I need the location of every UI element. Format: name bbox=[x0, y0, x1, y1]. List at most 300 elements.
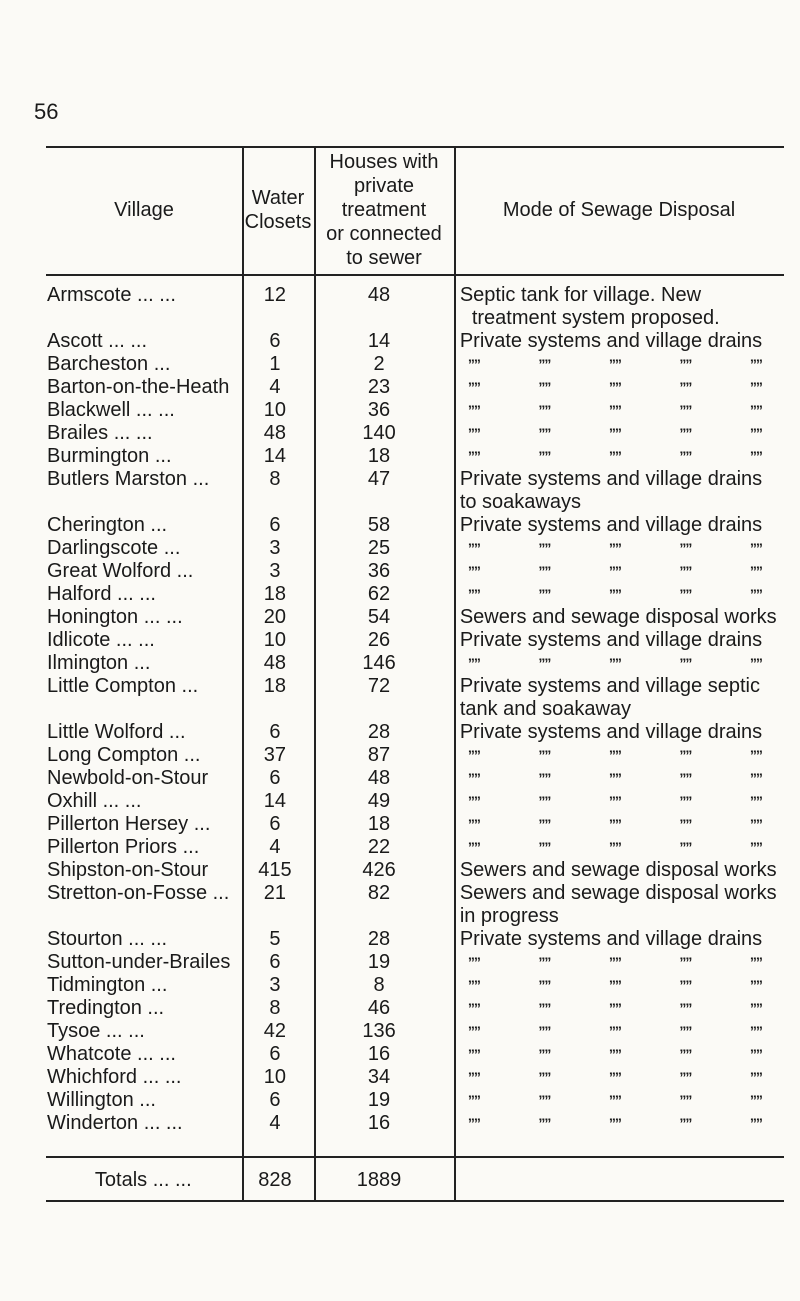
disposal-mode bbox=[448, 422, 784, 445]
ditto-mark: ”” bbox=[467, 356, 480, 372]
treatment-value: 18 bbox=[367, 813, 391, 835]
village-name: Whichford ... ... bbox=[47, 1066, 182, 1088]
village-name: Blackwell ... ... bbox=[47, 399, 175, 421]
disposal-mode bbox=[448, 560, 784, 583]
treatment-value: 87 bbox=[367, 744, 391, 766]
water-closets-value: 3 bbox=[269, 537, 281, 559]
ditto-mark: ”” bbox=[467, 540, 480, 556]
water-closets-value: 4 bbox=[269, 836, 281, 858]
village-name: Little Wolford ... bbox=[47, 721, 186, 743]
ditto-mark: ”” bbox=[679, 747, 692, 763]
water-closets-value: 10 bbox=[263, 399, 287, 421]
ditto-mark: ”” bbox=[749, 954, 762, 970]
village-name: Pillerton Hersey ... bbox=[47, 813, 211, 835]
ditto-mark: ”” bbox=[608, 356, 621, 372]
village-name: Sutton-under-Brailes bbox=[47, 951, 231, 973]
header-treat-line: to sewer bbox=[346, 247, 422, 269]
ditto-mark: ”” bbox=[679, 1069, 692, 1085]
table-row bbox=[46, 468, 784, 514]
ditto-mark: ”” bbox=[538, 816, 551, 832]
ditto-mark: ”” bbox=[467, 1046, 480, 1062]
ditto-mark: ”” bbox=[749, 839, 762, 855]
header-village-label: Village bbox=[114, 199, 174, 221]
treatment-value: 48 bbox=[367, 284, 391, 306]
disposal-mode-line: Private systems and village drains bbox=[459, 330, 763, 352]
village-name: Tidmington ... bbox=[47, 974, 168, 996]
treatment-value: 8 bbox=[373, 974, 385, 996]
water-closets-value: 18 bbox=[263, 675, 287, 697]
ditto-marks bbox=[460, 951, 766, 974]
treatment-value: 58 bbox=[367, 514, 391, 536]
ditto-mark: ”” bbox=[749, 402, 762, 418]
ditto-mark: ”” bbox=[608, 1000, 621, 1016]
treatment-value: 47 bbox=[367, 468, 391, 490]
village-name: Oxhill ... ... bbox=[47, 790, 142, 812]
ditto-mark: ”” bbox=[467, 977, 480, 993]
water-closets-value: 6 bbox=[269, 514, 281, 536]
ditto-marks bbox=[460, 1020, 766, 1043]
header-wc-line: Closets bbox=[244, 211, 312, 233]
ditto-mark: ”” bbox=[749, 563, 762, 579]
treatment-value: 82 bbox=[367, 882, 391, 904]
ditto-mark: ”” bbox=[467, 563, 480, 579]
ditto-mark: ”” bbox=[467, 379, 480, 395]
ditto-mark: ”” bbox=[749, 1023, 762, 1039]
ditto-mark: ”” bbox=[538, 563, 551, 579]
ditto-mark: ”” bbox=[467, 586, 480, 602]
table-row bbox=[46, 767, 784, 790]
ditto-marks bbox=[460, 422, 766, 445]
table-row bbox=[46, 284, 784, 330]
table-row bbox=[46, 583, 784, 606]
village-name: Stretton-on-Fosse ... bbox=[47, 882, 230, 904]
ditto-marks bbox=[460, 1089, 766, 1112]
water-closets-value: 10 bbox=[263, 629, 287, 651]
ditto-mark: ”” bbox=[679, 816, 692, 832]
header-treatment bbox=[314, 146, 454, 274]
ditto-mark: ”” bbox=[538, 1092, 551, 1108]
ditto-mark: ”” bbox=[467, 1069, 480, 1085]
village-name: Great Wolford ... bbox=[47, 560, 194, 582]
ditto-marks bbox=[460, 1112, 766, 1135]
ditto-mark: ”” bbox=[608, 379, 621, 395]
table-row bbox=[46, 629, 784, 652]
water-closets-value: 48 bbox=[263, 422, 287, 444]
disposal-mode bbox=[448, 928, 784, 951]
table-row bbox=[46, 422, 784, 445]
disposal-mode bbox=[448, 353, 784, 376]
village-name: Barcheston ... bbox=[47, 353, 171, 375]
ditto-mark: ”” bbox=[749, 1069, 762, 1085]
ditto-mark: ”” bbox=[608, 747, 621, 763]
disposal-mode-line: Sewers and sewage disposal works bbox=[459, 859, 777, 881]
treatment-value: 19 bbox=[367, 951, 391, 973]
ditto-mark: ”” bbox=[749, 793, 762, 809]
water-closets-value: 8 bbox=[269, 997, 281, 1019]
ditto-mark: ”” bbox=[467, 448, 480, 464]
ditto-mark: ”” bbox=[538, 793, 551, 809]
ditto-mark: ”” bbox=[679, 402, 692, 418]
ditto-marks bbox=[460, 652, 766, 675]
ditto-mark: ”” bbox=[679, 954, 692, 970]
treatment-value: 14 bbox=[367, 330, 391, 352]
disposal-mode bbox=[448, 1066, 784, 1089]
water-closets-value: 6 bbox=[269, 813, 281, 835]
ditto-mark: ”” bbox=[749, 770, 762, 786]
village-name: Shipston-on-Stour bbox=[47, 859, 209, 881]
water-closets-value: 6 bbox=[269, 767, 281, 789]
ditto-mark: ”” bbox=[679, 1092, 692, 1108]
ditto-marks bbox=[460, 1043, 766, 1066]
ditto-mark: ”” bbox=[608, 1069, 621, 1085]
ditto-mark: ”” bbox=[608, 563, 621, 579]
header-treat-line: or connected bbox=[326, 223, 442, 245]
treatment-value: 28 bbox=[367, 721, 391, 743]
ditto-mark: ”” bbox=[538, 379, 551, 395]
table-row bbox=[46, 1066, 784, 1089]
treatment-value: 26 bbox=[367, 629, 391, 651]
ditto-marks bbox=[460, 537, 766, 560]
ditto-mark: ”” bbox=[538, 586, 551, 602]
water-closets-value: 5 bbox=[269, 928, 281, 950]
table-row bbox=[46, 445, 784, 468]
treatment-value: 18 bbox=[367, 445, 391, 467]
treatment-value: 28 bbox=[367, 928, 391, 950]
ditto-mark: ”” bbox=[749, 1115, 762, 1131]
treatment-value: 136 bbox=[362, 1020, 396, 1042]
water-closets-value: 6 bbox=[269, 951, 281, 973]
totals-rule bbox=[46, 1156, 784, 1158]
ditto-mark: ”” bbox=[679, 1046, 692, 1062]
disposal-mode bbox=[448, 376, 784, 399]
ditto-mark: ”” bbox=[749, 816, 762, 832]
disposal-mode bbox=[448, 790, 784, 813]
treatment-value: 49 bbox=[367, 790, 391, 812]
disposal-mode bbox=[448, 606, 784, 629]
water-closets-value: 42 bbox=[263, 1020, 287, 1042]
ditto-mark: ”” bbox=[538, 977, 551, 993]
disposal-mode bbox=[448, 629, 784, 652]
treatment-value: 54 bbox=[367, 606, 391, 628]
water-closets-value: 415 bbox=[258, 859, 292, 881]
disposal-mode-line: Private systems and village drains bbox=[459, 629, 763, 651]
disposal-mode bbox=[448, 882, 784, 928]
table-row bbox=[46, 744, 784, 767]
ditto-mark: ”” bbox=[679, 1000, 692, 1016]
disposal-mode bbox=[448, 997, 784, 1020]
disposal-mode bbox=[448, 1043, 784, 1066]
treatment-value: 146 bbox=[362, 652, 396, 674]
treatment-value: 23 bbox=[367, 376, 391, 398]
village-name: Pillerton Priors ... bbox=[47, 836, 200, 858]
table-row bbox=[46, 997, 784, 1020]
treatment-value: 36 bbox=[367, 560, 391, 582]
ditto-mark: ”” bbox=[679, 563, 692, 579]
table-row bbox=[46, 675, 784, 721]
ditto-mark: ”” bbox=[538, 839, 551, 855]
treatment-value: 16 bbox=[367, 1112, 391, 1134]
water-closets-value: 1 bbox=[269, 353, 281, 375]
table-row bbox=[46, 606, 784, 629]
ditto-marks bbox=[460, 997, 766, 1020]
village-name: Winderton ... ... bbox=[47, 1112, 183, 1134]
totals-label: Totals ... ... bbox=[94, 1169, 192, 1191]
ditto-mark: ”” bbox=[679, 379, 692, 395]
ditto-mark: ”” bbox=[467, 1092, 480, 1108]
ditto-mark: ”” bbox=[679, 793, 692, 809]
water-closets-value: 4 bbox=[269, 1112, 281, 1134]
ditto-mark: ”” bbox=[749, 655, 762, 671]
treatment-value: 426 bbox=[362, 859, 396, 881]
water-closets-value: 14 bbox=[263, 445, 287, 467]
disposal-mode bbox=[448, 1089, 784, 1112]
water-closets-value: 3 bbox=[269, 974, 281, 996]
ditto-mark: ”” bbox=[538, 747, 551, 763]
table-row bbox=[46, 928, 784, 951]
village-name: Long Compton ... bbox=[47, 744, 201, 766]
ditto-marks bbox=[460, 353, 766, 376]
disposal-mode bbox=[448, 468, 784, 514]
ditto-marks bbox=[460, 583, 766, 606]
ditto-marks bbox=[460, 790, 766, 813]
ditto-mark: ”” bbox=[608, 540, 621, 556]
table-row bbox=[46, 882, 784, 928]
ditto-mark: ”” bbox=[679, 839, 692, 855]
ditto-mark: ”” bbox=[608, 1092, 621, 1108]
table-row bbox=[46, 721, 784, 744]
table-row bbox=[46, 1089, 784, 1112]
ditto-mark: ”” bbox=[679, 1023, 692, 1039]
table-row bbox=[46, 951, 784, 974]
ditto-marks bbox=[460, 399, 766, 422]
ditto-marks bbox=[460, 767, 766, 790]
ditto-mark: ”” bbox=[538, 1046, 551, 1062]
village-name: Stourton ... ... bbox=[47, 928, 168, 950]
disposal-mode bbox=[448, 445, 784, 468]
village-name: Barton-on-the-Heath bbox=[47, 376, 230, 398]
water-closets-value: 10 bbox=[263, 1066, 287, 1088]
ditto-mark: ”” bbox=[679, 425, 692, 441]
ditto-mark: ”” bbox=[749, 540, 762, 556]
village-name: Idlicote ... ... bbox=[47, 629, 155, 651]
disposal-mode-line: Private systems and village drains bbox=[459, 514, 763, 536]
table-row bbox=[46, 1043, 784, 1066]
disposal-mode-line: treatment system proposed. bbox=[471, 307, 720, 329]
table-row bbox=[46, 974, 784, 997]
header-treat-line: treatment bbox=[341, 199, 427, 221]
table-row bbox=[46, 376, 784, 399]
table-row bbox=[46, 836, 784, 859]
ditto-mark: ”” bbox=[467, 954, 480, 970]
village-name: Armscote ... ... bbox=[47, 284, 176, 306]
ditto-mark: ”” bbox=[467, 816, 480, 832]
water-closets-value: 20 bbox=[263, 606, 287, 628]
village-name: Newbold-on-Stour bbox=[47, 767, 209, 789]
ditto-mark: ”” bbox=[608, 770, 621, 786]
ditto-mark: ”” bbox=[679, 770, 692, 786]
ditto-mark: ”” bbox=[467, 1023, 480, 1039]
treatment-value: 2 bbox=[373, 353, 385, 375]
ditto-mark: ”” bbox=[608, 839, 621, 855]
disposal-mode-line: Sewers and sewage disposal works bbox=[459, 606, 777, 628]
ditto-marks bbox=[460, 744, 766, 767]
totals-water-closets: 828 bbox=[258, 1169, 292, 1191]
table-row bbox=[46, 813, 784, 836]
disposal-mode bbox=[448, 652, 784, 675]
ditto-mark: ”” bbox=[749, 356, 762, 372]
disposal-mode bbox=[448, 813, 784, 836]
ditto-mark: ”” bbox=[749, 747, 762, 763]
ditto-marks bbox=[460, 560, 766, 583]
ditto-mark: ”” bbox=[679, 655, 692, 671]
table-row bbox=[46, 330, 784, 353]
village-name: Willington ... bbox=[47, 1089, 156, 1111]
disposal-mode bbox=[448, 1020, 784, 1043]
water-closets-value: 18 bbox=[263, 583, 287, 605]
ditto-mark: ”” bbox=[679, 356, 692, 372]
totals-mode-empty bbox=[448, 1168, 784, 1192]
header-treat-line: private bbox=[353, 175, 415, 197]
water-closets-value: 6 bbox=[269, 330, 281, 352]
table-row bbox=[46, 1112, 784, 1135]
ditto-mark: ”” bbox=[608, 586, 621, 602]
village-name: Cherington ... bbox=[47, 514, 168, 536]
header-water-closets bbox=[242, 146, 314, 274]
ditto-mark: ”” bbox=[608, 793, 621, 809]
water-closets-value: 6 bbox=[269, 721, 281, 743]
table-row bbox=[46, 353, 784, 376]
ditto-mark: ”” bbox=[538, 448, 551, 464]
disposal-mode bbox=[448, 330, 784, 353]
disposal-mode bbox=[448, 836, 784, 859]
treatment-value: 62 bbox=[367, 583, 391, 605]
ditto-mark: ”” bbox=[538, 954, 551, 970]
ditto-mark: ”” bbox=[749, 448, 762, 464]
water-closets-value: 48 bbox=[263, 652, 287, 674]
ditto-mark: ”” bbox=[749, 1092, 762, 1108]
village-name: Butlers Marston ... bbox=[47, 468, 210, 490]
treatment-value: 22 bbox=[367, 836, 391, 858]
ditto-marks bbox=[460, 813, 766, 836]
disposal-mode bbox=[448, 284, 784, 330]
ditto-mark: ”” bbox=[749, 379, 762, 395]
ditto-mark: ”” bbox=[538, 540, 551, 556]
ditto-mark: ”” bbox=[538, 356, 551, 372]
village-name: Ilmington ... bbox=[47, 652, 151, 674]
treatment-value: 48 bbox=[367, 767, 391, 789]
ditto-mark: ”” bbox=[608, 1023, 621, 1039]
disposal-mode bbox=[448, 514, 784, 537]
table-row bbox=[46, 1020, 784, 1043]
water-closets-value: 14 bbox=[263, 790, 287, 812]
ditto-mark: ”” bbox=[538, 1115, 551, 1131]
totals-treatment: 1889 bbox=[356, 1169, 402, 1191]
disposal-mode-line: Septic tank for village. New bbox=[459, 284, 702, 306]
table-row bbox=[46, 537, 784, 560]
ditto-mark: ”” bbox=[467, 770, 480, 786]
village-name: Whatcote ... ... bbox=[47, 1043, 176, 1065]
ditto-marks bbox=[460, 445, 766, 468]
village-name: Ascott ... ... bbox=[47, 330, 148, 352]
ditto-marks bbox=[460, 974, 766, 997]
treatment-value: 19 bbox=[367, 1089, 391, 1111]
disposal-mode bbox=[448, 859, 784, 882]
treatment-value: 16 bbox=[367, 1043, 391, 1065]
treatment-value: 72 bbox=[367, 675, 391, 697]
table-row bbox=[46, 790, 784, 813]
ditto-mark: ”” bbox=[679, 540, 692, 556]
village-name: Halford ... ... bbox=[47, 583, 156, 605]
disposal-mode bbox=[448, 675, 784, 721]
ditto-mark: ”” bbox=[749, 1046, 762, 1062]
ditto-mark: ”” bbox=[608, 402, 621, 418]
disposal-mode bbox=[448, 537, 784, 560]
ditto-mark: ”” bbox=[608, 655, 621, 671]
ditto-marks bbox=[460, 1066, 766, 1089]
table-row bbox=[46, 514, 784, 537]
ditto-mark: ”” bbox=[538, 402, 551, 418]
water-closets-value: 6 bbox=[269, 1043, 281, 1065]
ditto-mark: ”” bbox=[749, 586, 762, 602]
ditto-marks bbox=[460, 836, 766, 859]
ditto-mark: ”” bbox=[608, 954, 621, 970]
ditto-mark: ”” bbox=[608, 977, 621, 993]
disposal-mode bbox=[448, 951, 784, 974]
water-closets-value: 8 bbox=[269, 468, 281, 490]
ditto-mark: ”” bbox=[538, 1023, 551, 1039]
village-name: Tredington ... bbox=[47, 997, 165, 1019]
ditto-mark: ”” bbox=[467, 1115, 480, 1131]
disposal-mode bbox=[448, 767, 784, 790]
disposal-mode bbox=[448, 399, 784, 422]
disposal-mode-line: Private systems and village drains bbox=[459, 721, 763, 743]
ditto-mark: ”” bbox=[679, 1115, 692, 1131]
ditto-mark: ”” bbox=[538, 655, 551, 671]
disposal-mode-line: to soakaways bbox=[459, 491, 581, 513]
village-name: Tysoe ... ... bbox=[47, 1020, 145, 1042]
village-name: Burmington ... bbox=[47, 445, 172, 467]
disposal-mode-line: Private systems and village septic bbox=[459, 675, 760, 697]
ditto-mark: ”” bbox=[608, 816, 621, 832]
disposal-mode bbox=[448, 744, 784, 767]
ditto-marks bbox=[460, 376, 766, 399]
ditto-mark: ”” bbox=[467, 655, 480, 671]
table-row bbox=[46, 399, 784, 422]
header-village bbox=[46, 146, 242, 274]
disposal-mode bbox=[448, 1112, 784, 1135]
page-number: 56 bbox=[34, 99, 59, 124]
disposal-mode-line: Private systems and village drains bbox=[459, 468, 763, 490]
ditto-mark: ”” bbox=[608, 448, 621, 464]
village-name: Darlingscote ... bbox=[47, 537, 181, 559]
table-row bbox=[46, 859, 784, 882]
ditto-mark: ”” bbox=[679, 448, 692, 464]
village-name: Honington ... ... bbox=[47, 606, 183, 628]
ditto-mark: ”” bbox=[749, 977, 762, 993]
ditto-mark: ”” bbox=[467, 839, 480, 855]
header-rule bbox=[46, 274, 784, 276]
treatment-value: 34 bbox=[367, 1066, 391, 1088]
disposal-mode-line: tank and soakaway bbox=[459, 698, 632, 720]
ditto-mark: ”” bbox=[679, 586, 692, 602]
water-closets-value: 21 bbox=[263, 882, 287, 904]
table-row bbox=[46, 560, 784, 583]
disposal-mode bbox=[448, 974, 784, 997]
disposal-mode bbox=[448, 721, 784, 744]
ditto-mark: ”” bbox=[608, 1115, 621, 1131]
treatment-value: 46 bbox=[367, 997, 391, 1019]
header-mode-label: Mode of Sewage Disposal bbox=[502, 199, 736, 221]
